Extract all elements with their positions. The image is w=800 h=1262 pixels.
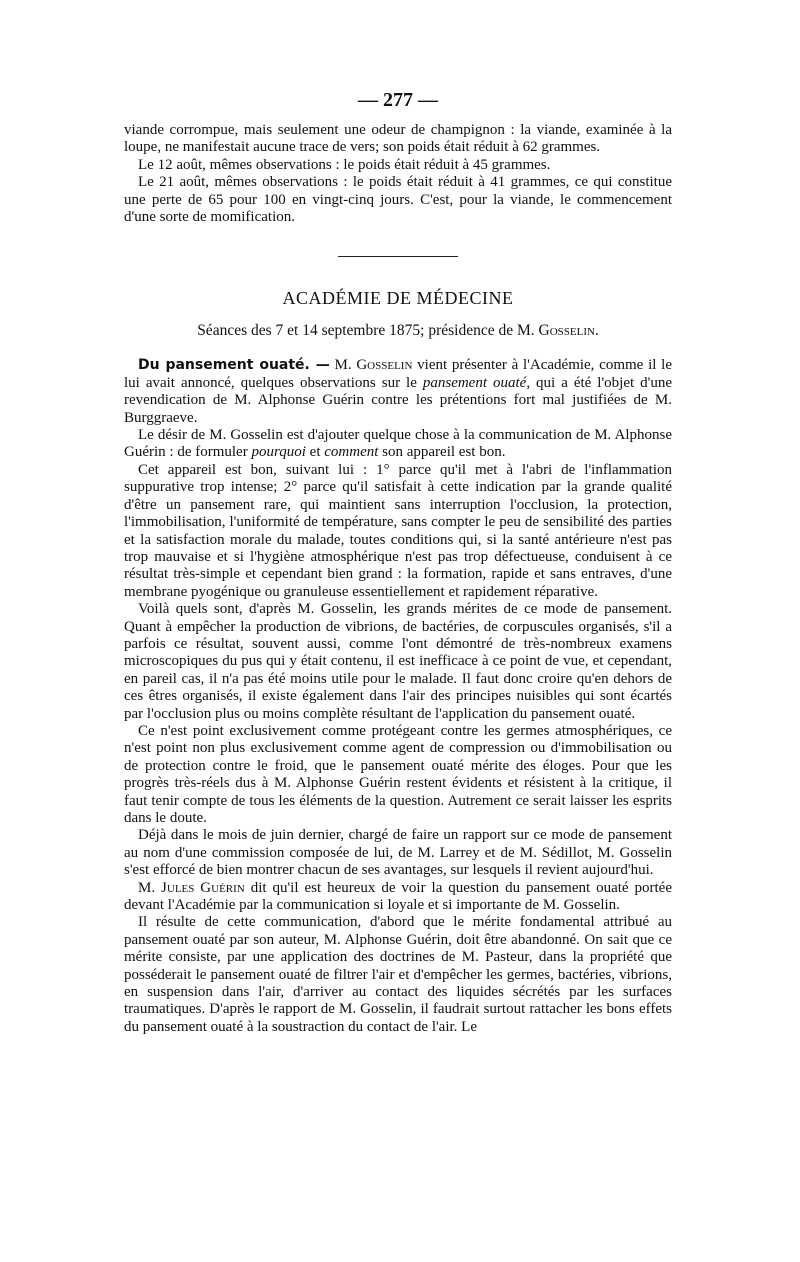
emphasis: pansement ouaté	[422, 374, 527, 391]
intro-paragraph-3: Le 21 août, mêmes observations : le poids était réduit à 41 grammes, ce qui constitue une perte de 65 pour 100 en vingt-cinq jours. C'est, pour la viande, le commencement d'une sorte de momification.	[124, 174, 672, 226]
article-paragraph-2	[124, 427, 672, 462]
session-text: Séances des 7 et 14 septembre 1875; présidence de M.	[197, 322, 539, 340]
article-paragraph-5: Ce n'est point exclusivement comme protégeant contre les germes atmosphériques, ce n'est point non plus exclusivement comme agent de compression ou d'immobilisation ou de protection contre le froid, que le pansement ouaté mérite des éloges. Pour que les progrès très-réels dus à M. Alphonse Guérin restent évidents et résistent à la critique, il faut tenir compte de tous les éléments de la question. Autrement ce serait laisser les esprits dans le doute.	[124, 722, 672, 826]
text-run: et	[305, 444, 325, 461]
article-paragraph-1	[124, 357, 672, 427]
text-run: dit qu'il est heureux de voir la question du pansement ouaté portée devant l'Académie par la communication si loyale et si importante de M. Gosselin.	[124, 879, 672, 914]
text-run: vient présenter à l'Académie, comme il le lui avait annoncé, quelques observations sur le	[124, 357, 672, 391]
intro-paragraph-2: Le 12 août, mêmes observations : le poids était réduit à 45 grammes.	[138, 156, 551, 173]
article-paragraph-3: Cet appareil est bon, suivant lui : 1° parce qu'il met à l'abri de l'inflammation suppurative trop intense; 2° parce qu'il satisfait à cette indication par la grande qualité d'être un pansement rare, qui maintient sans interruption l'occlusion, la protection, l'immobilisation, l'uniformité de température, sans compter le peu de sensibilité des parties et la satisfaction morale du malade, toutes conditions qui, si la santé antérieure n'est pas trop mauvaise et si l'hygiène atmosphérique n'est pas trop défectueuse, conduisent à ce résultat très-simple et cependant bien grand : la formation, rapide et sans entraves, d'une membrane pyogénique ou granuleuse essentiellement et rapidement réparative.	[124, 461, 672, 600]
article-paragraph-4: Voilà quels sont, d'après M. Gosselin, les grands mérites de ce mode de pansement. Quant à empêcher la production de vibrions, de bactéries, de corpuscules organisés, s'il a parfois ce résultat, souvent aussi, comme l'ont démontré de très-nombreux examens microscopiques du pus qui y était contenu, il est inefficace à ce point de vue, et cependant, en pareil cas, il n'a pas été moins utile pour le malade. Il faut donc croire qu'en dehors de ces êtres organisés, il existe également dans l'air des principes nuisibles qui sont écartés par l'occlusion plus ou moins complète résultant de l'application du pansement ouaté.	[124, 601, 672, 722]
text-run: , qui a été l'objet d'une revendication de M. Alphonse Guérin contre les prétentions fort mal justifiées de M. Burggraeve.	[124, 374, 673, 426]
session-line	[124, 321, 672, 341]
author-name: Gosselin	[356, 357, 413, 374]
document-page	[124, 88, 672, 1036]
page-number: — 277 —	[358, 89, 438, 111]
article-paragraph-8: Il résulte de cette communication, d'abord que le mérite fondamental attribué au pansement ouaté par son auteur, M. Alphonse Guérin, doit être abandonné. On sait que ce mérite consiste, par une application des doctrines de M. Pasteur, dans la propriété que posséderait le pansement ouaté de filtrer l'air et d'empêcher les germes, bactéries, vibrions, en suspension dans l'air, d'arriver au contact des liquides sécrétés par les surfaces traumatiques. D'après le rapport de M. Gosselin, il faudrait surtout rattacher les bons effets du pansement ouaté à la soustraction du contact de l'air. Le	[124, 914, 672, 1035]
emphasis: comment	[324, 444, 379, 461]
text-run: son appareil est bon.	[378, 444, 506, 461]
text-run: M.	[329, 357, 357, 374]
article-paragraph-6: Déjà dans le mois de juin dernier, chargé de faire un rapport sur ce mode de pansement au nom d'une commission composée de lui, de M. Larrey et de M. Sédillot, M. Gosselin s'est efforcé de bien montrer chacun de ses avantages, sur lesquels il revient aujourd'hui.	[124, 827, 672, 879]
speaker-name: Jules Guérin	[161, 879, 245, 896]
section-divider	[338, 256, 458, 257]
president-name: Gosselin.	[538, 322, 599, 340]
emphasis: pourquoi	[251, 444, 306, 461]
text-run: Le désir de M. Gosselin est d'ajouter quelque chose à la communication de M. Alphonse Guérin : de formuler	[124, 427, 672, 461]
intro-paragraph-1: viande corrompue, mais seulement une odeur de champignon : la viande, examinée à la loupe, ne manifestait aucune trace de vers; son poids était réduit à 62 grammes.	[124, 122, 672, 156]
section-heading: ACADÉMIE DE MÉDECINE	[282, 288, 514, 309]
article-title: Du pansement ouaté. —	[138, 357, 330, 374]
text-run: M.	[138, 879, 162, 896]
article-paragraph-7	[124, 880, 672, 915]
